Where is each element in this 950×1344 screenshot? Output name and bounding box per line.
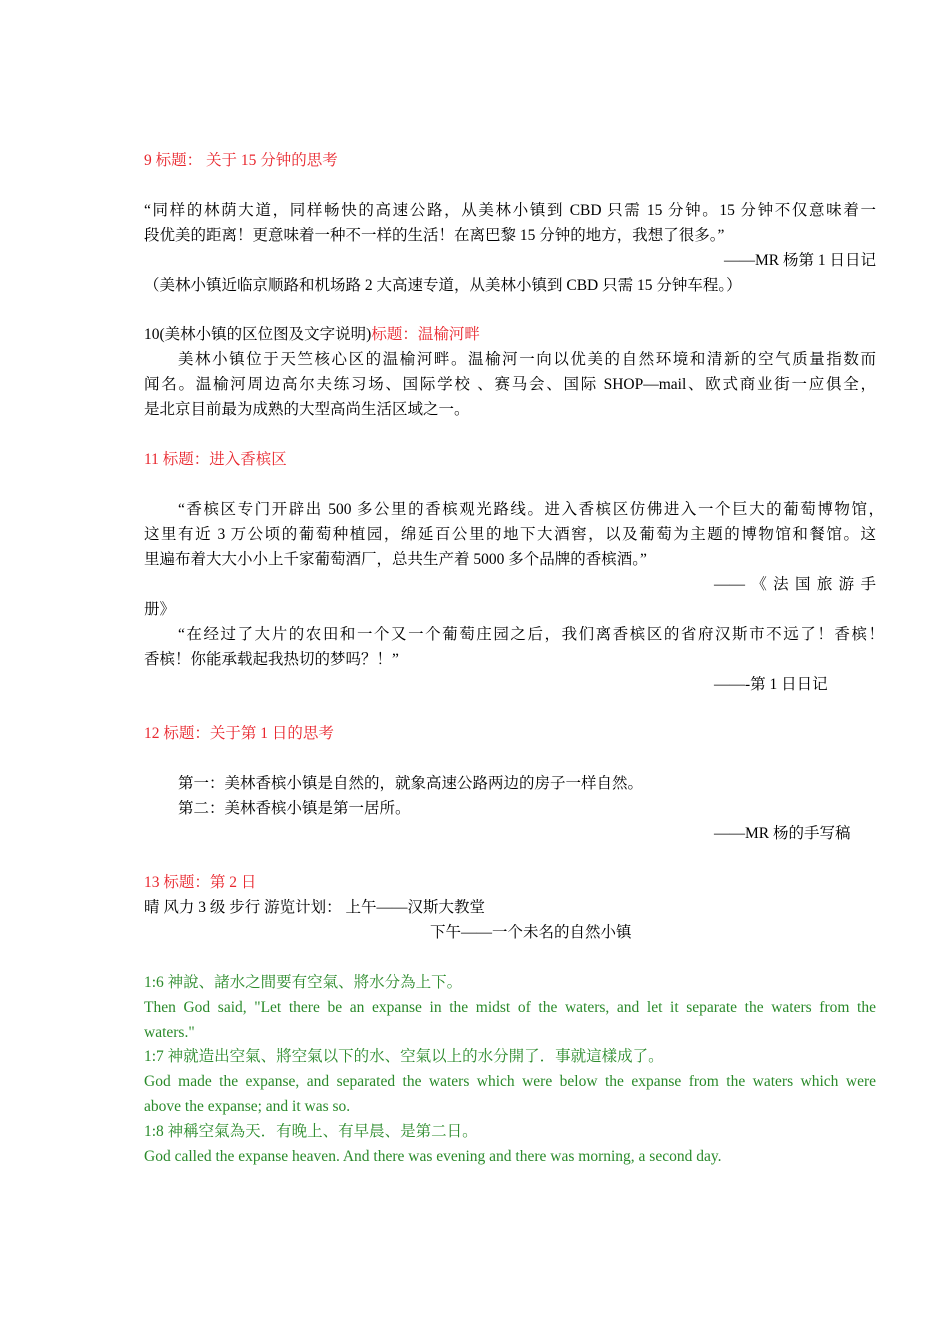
section-12-line-1: 第一：美林香槟小镇是自然的，就象高速公路两边的房子一样自然。 <box>178 775 644 792</box>
section-9-signature: ——MR 杨第 1 日日记 <box>724 252 876 269</box>
section-10-prefix: 10(美林小镇的区位图及文字说明) <box>144 326 372 343</box>
section-9-heading: 9 标题： 关于 15 分钟的思考 <box>144 152 338 169</box>
section-11-quote-2-line-2: 香槟！你能承载起我热切的梦吗？！” <box>144 651 399 668</box>
section-13-heading: 13 标题：第 2 日 <box>144 874 257 891</box>
section-10-para-line-2: 闻名。温榆河周边高尔夫练习场、国际学校 、赛马会、国际 SHOP—mail、欧式商业街一应俱全， <box>144 376 876 393</box>
section-11-source-line-2: 册》 <box>144 601 176 618</box>
verse-1-6-en-line-1: Then God said, "Let there be an expanse in the midst of the waters, and let it separate the waters from the <box>144 999 876 1016</box>
verse-1-6-zh: 1:6 神說、諸水之間要有空氣、將水分為上下。 <box>144 974 463 991</box>
verse-1-7-en-line-1: God made the expanse, and separated the waters which were below the expanse from the waters which were <box>144 1073 876 1090</box>
section-11-heading: 11 标题：进入香槟区 <box>144 451 287 468</box>
section-13-line-1: 晴 风力 3 级 步行 游览计划： 上午——汉斯大教堂 <box>144 899 486 916</box>
section-10-title: 标题：温榆河畔 <box>371 326 480 343</box>
section-11-quote-line-1: “香槟区专门开辟出 500 多公里的香槟观光路线。进入香槟区仿佛进入一个巨大的葡萄博物馆， <box>178 501 884 518</box>
section-9-quote-line-2: 段优美的距离！更意味着一种不一样的生活！在离巴黎 15 分钟的地方，我想了很多。” <box>144 227 725 244</box>
verse-1-8-en: God called the expanse heaven. And there was evening and there was morning, a second day. <box>144 1148 722 1165</box>
section-12-signature: ——MR 杨的手写稿 <box>714 825 851 842</box>
section-12-heading: 12 标题：关于第 1 日的思考 <box>144 725 334 742</box>
section-11-quote-line-3: 里遍布着大大小小上千家葡萄酒厂，总共生产着 5000 多个品牌的香槟酒。” <box>144 551 647 568</box>
section-10-para-line-3: 是北京目前最为成熟的大型高尚生活区域之一。 <box>144 401 470 418</box>
verse-1-6-en-line-2: waters." <box>144 1024 195 1041</box>
section-11-signature: ——-第 1 日日记 <box>714 676 828 693</box>
section-12-line-2: 第二：美林香槟小镇是第一居所。 <box>178 800 411 817</box>
section-9-note: （美林小镇近临京顺路和机场路 2 大高速专道，从美林小镇到 CBD 只需 15 分钟车程。） <box>144 277 742 294</box>
section-11-quote-2-line-1: “在经过了大片的农田和一个又一个葡萄庄园之后，我们离香槟区的省府汉斯市不远了！香槟！ <box>178 626 884 643</box>
section-13-line-2: 下午——一个未名的自然小镇 <box>430 924 632 941</box>
verse-1-7-zh: 1:7 神就造出空氣、將空氣以下的水、空氣以上的水分開了．事就這樣成了。 <box>144 1048 664 1065</box>
section-11-source-line-1: ——《法国旅游手 <box>714 576 876 593</box>
verse-1-7-en-line-2: above the expanse; and it was so. <box>144 1098 351 1115</box>
section-9-quote-line-1: “同样的林荫大道，同样畅快的高速公路，从美林小镇到 CBD 只需 15 分钟。15 分钟不仅意味着一 <box>144 202 876 219</box>
section-10-para-line-1: 美林小镇位于天竺核心区的温榆河畔。温榆河一向以优美的自然环境和清新的空气质量指数而 <box>178 351 876 368</box>
verse-1-8-zh: 1:8 神稱空氣為天．有晚上、有早晨、是第二日。 <box>144 1123 478 1140</box>
section-10-heading <box>144 322 480 347</box>
section-11-quote-line-2: 这里有近 3 万公顷的葡萄种植园，绵延百公里的地下大酒窖，以及葡萄为主题的博物馆和餐馆。这 <box>144 526 876 543</box>
